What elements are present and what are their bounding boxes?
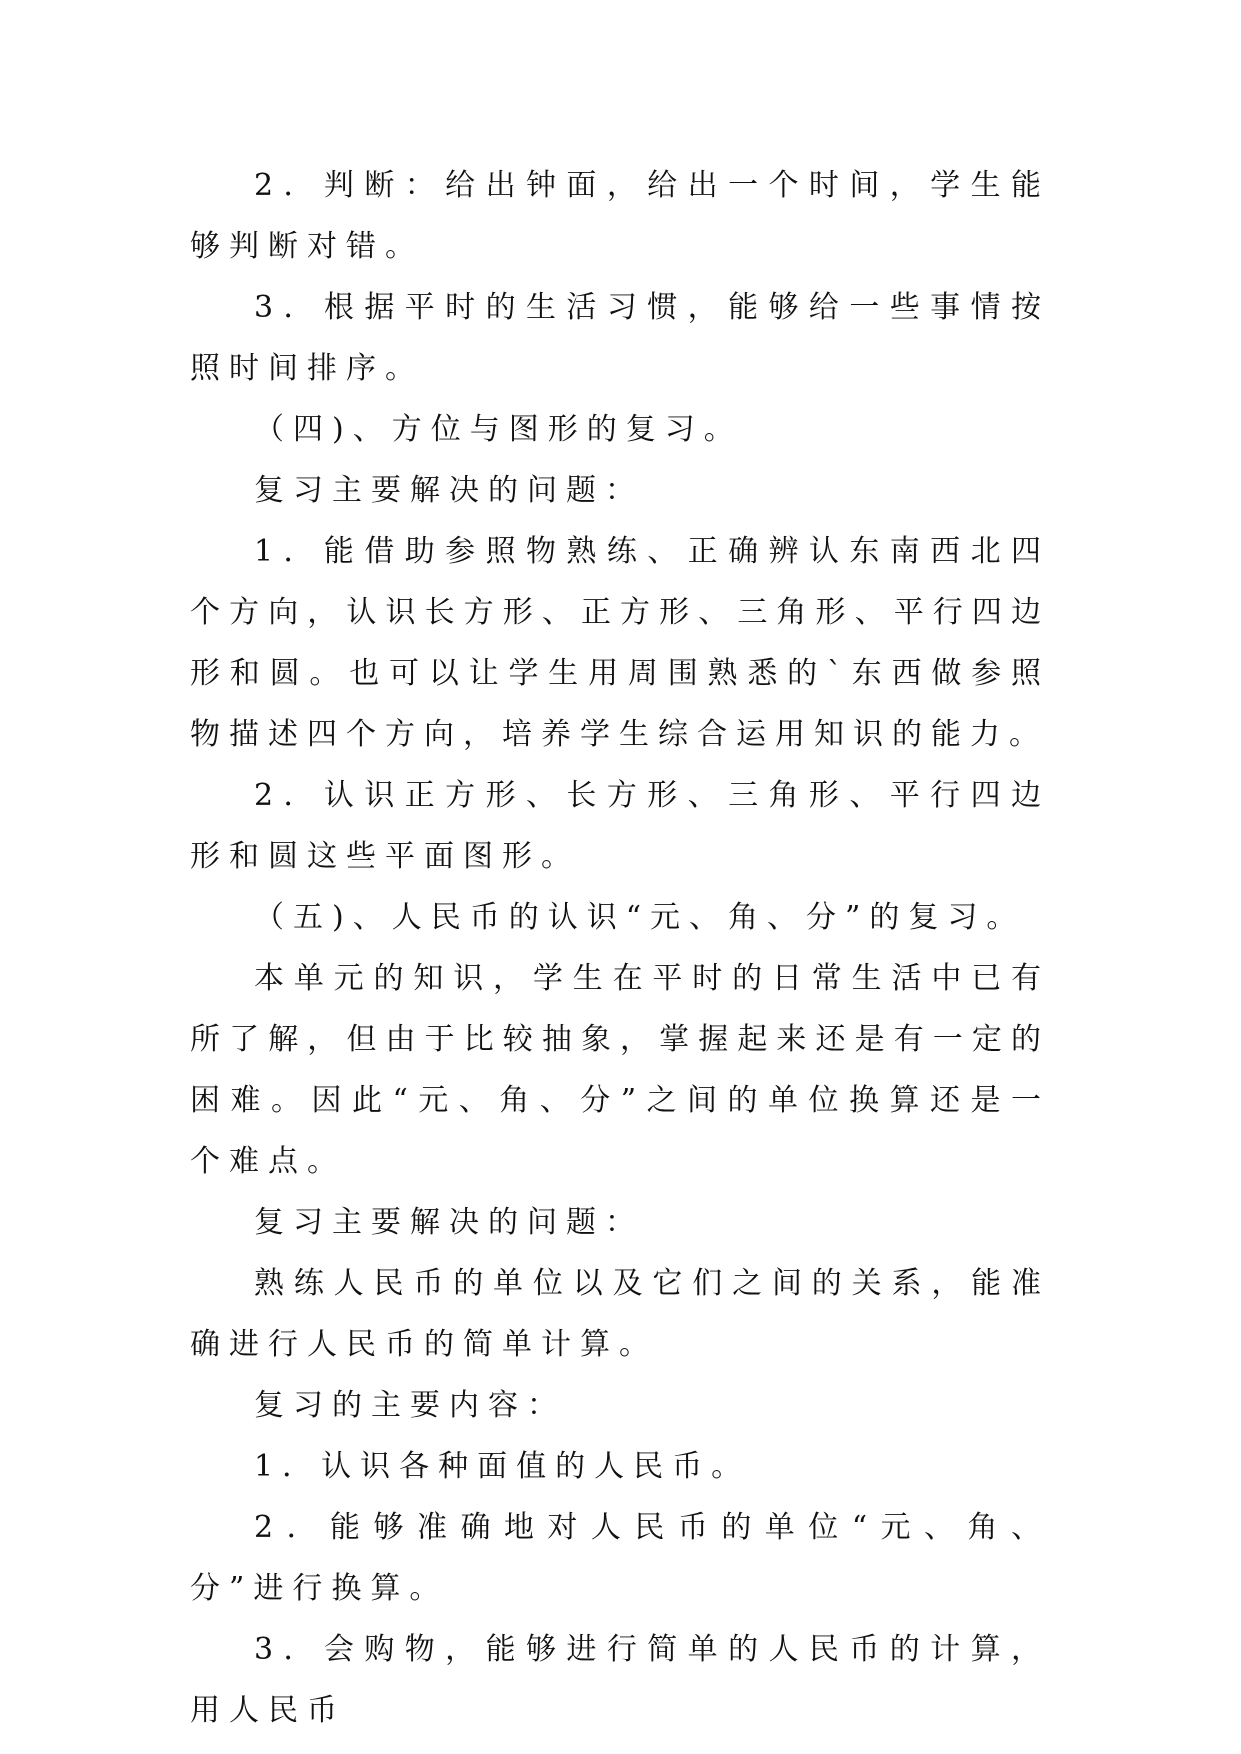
section-heading-currency: （五)、人民币的认识“元、角、分”的复习。	[254, 900, 1026, 935]
paragraph-order-events: 3．根据平时的生活习惯，能够给一些事情按照时间排序。	[190, 290, 1050, 386]
section-heading-direction-shapes: （四)、方位与图形的复习。	[254, 412, 743, 447]
paragraph-judge-clock: 2．判断：给出钟面，给出一个时间，学生能够判断对错。	[190, 168, 1050, 264]
paragraph-directions: 1．能借助参照物熟练、正确辨认东南西北四个方向，认识长方形、正方形、三角形、平行四边形和圆。也可以让学生用周围熟悉的`东西做参照物描述四个方向，培养学生综合运用知识的能力。	[190, 534, 1050, 752]
paragraph-currency-units: 熟练人民币的单位以及它们之间的关系，能准确进行人民币的简单计算。	[190, 1266, 1050, 1362]
paragraph-unit-conversion: 2．能够准确地对人民币的单位“元、角、分”进行换算。	[190, 1510, 1050, 1606]
paragraph-problems-label: 复习主要解决的问题：	[254, 473, 644, 508]
paragraph-problems-label-2: 复习主要解决的问题：	[254, 1205, 644, 1240]
paragraph-shopping: 3．会购物，能够进行简单的人民币的计算，用人民币	[190, 1632, 1050, 1728]
document-body	[190, 155, 1050, 1741]
paragraph-denominations: 1．认识各种面值的人民币。	[254, 1449, 751, 1484]
paragraph-unit-intro: 本单元的知识，学生在平时的日常生活中已有所了解，但由于比较抽象，掌握起来还是有一定的困难。因此“元、角、分”之间的单位换算还是一个难点。	[190, 961, 1050, 1179]
paragraph-content-label: 复习的主要内容：	[254, 1388, 566, 1423]
paragraph-plane-shapes: 2．认识正方形、长方形、三角形、平行四边形和圆这些平面图形。	[190, 778, 1050, 874]
